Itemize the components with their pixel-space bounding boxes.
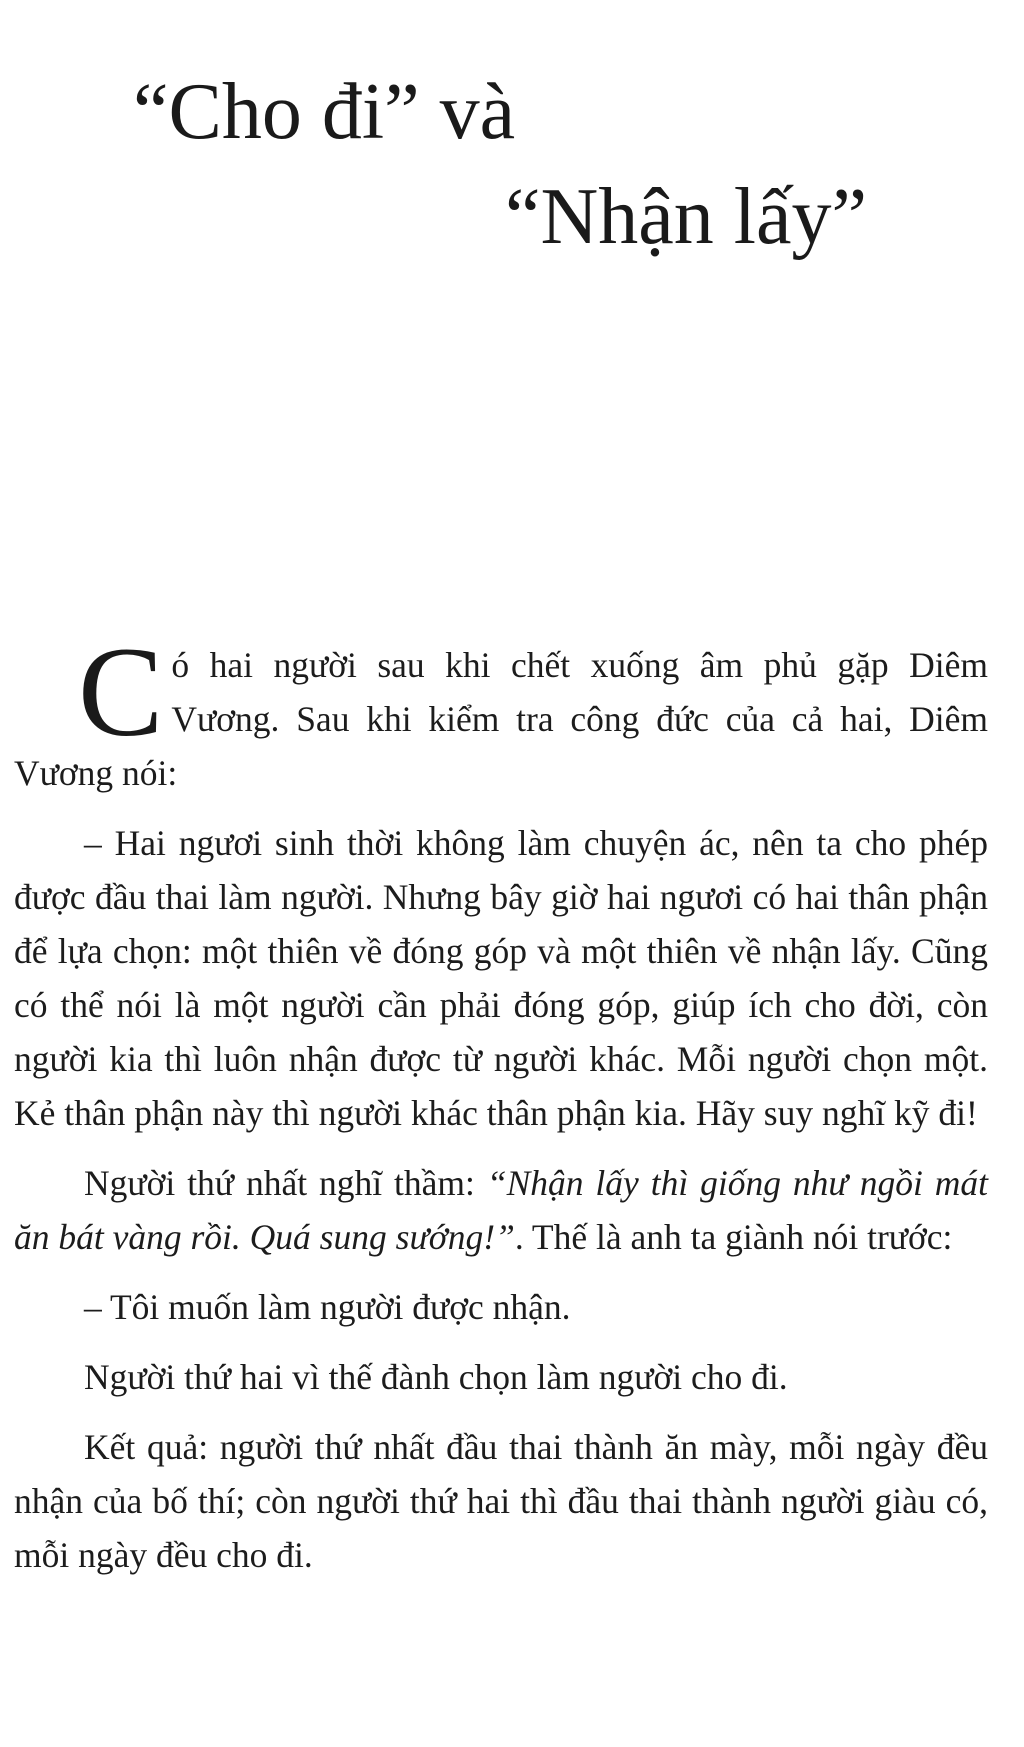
paragraph-3-lead: Người thứ nhất nghĩ thầm: <box>84 1163 487 1203</box>
paragraph-6: Kết quả: người thứ nhất đầu thai thành ăn mày, mỗi ngày đều nhận của bố thí; còn người thứ hai thì đầu thai thành người giàu có, mỗi ngày đều cho đi. <box>14 1427 988 1575</box>
paragraph-1-text: ó hai người sau khi chết xuống âm phủ gặp Diêm Vương. Sau khi kiểm tra công đức của cả hai, Diêm Vương nói: <box>14 645 988 793</box>
page-title-line-1: “Cho đi” và <box>133 68 516 156</box>
paragraph-1 <box>14 621 988 800</box>
paragraph-4: – Tôi muốn làm người được nhận. <box>84 1287 571 1327</box>
paragraph-3-tail: . Thế là anh ta giành nói trước: <box>514 1217 953 1257</box>
inner-thought-quote: “Nhận lấy thì giống như ngồi mát ăn bát vàng rồi. Quá sung sướng!” <box>14 1163 988 1257</box>
paragraph-2: – Hai ngươi sinh thời không làm chuyện ác, nên ta cho phép được đầu thai làm người. Nhưng bây giờ hai ngươi có hai thân phận để lựa chọn: một thiên về đóng góp và một thiên về nhận lấy. Cũng có thể nói là một người cần phải đóng góp, giúp ích cho đời, còn người kia thì luôn nhận được từ người khác. Mỗi người chọn một. Kẻ thân phận này thì người khác thân phận kia. Hãy suy nghĩ kỹ đi! <box>14 823 988 1133</box>
story-body <box>14 621 988 1598</box>
paragraph-3 <box>14 1156 988 1264</box>
page-title-line-2: “Nhận lấy” <box>505 173 868 261</box>
drop-cap: C <box>78 621 164 763</box>
paragraph-5: Người thứ hai vì thế đành chọn làm người cho đi. <box>84 1357 788 1397</box>
